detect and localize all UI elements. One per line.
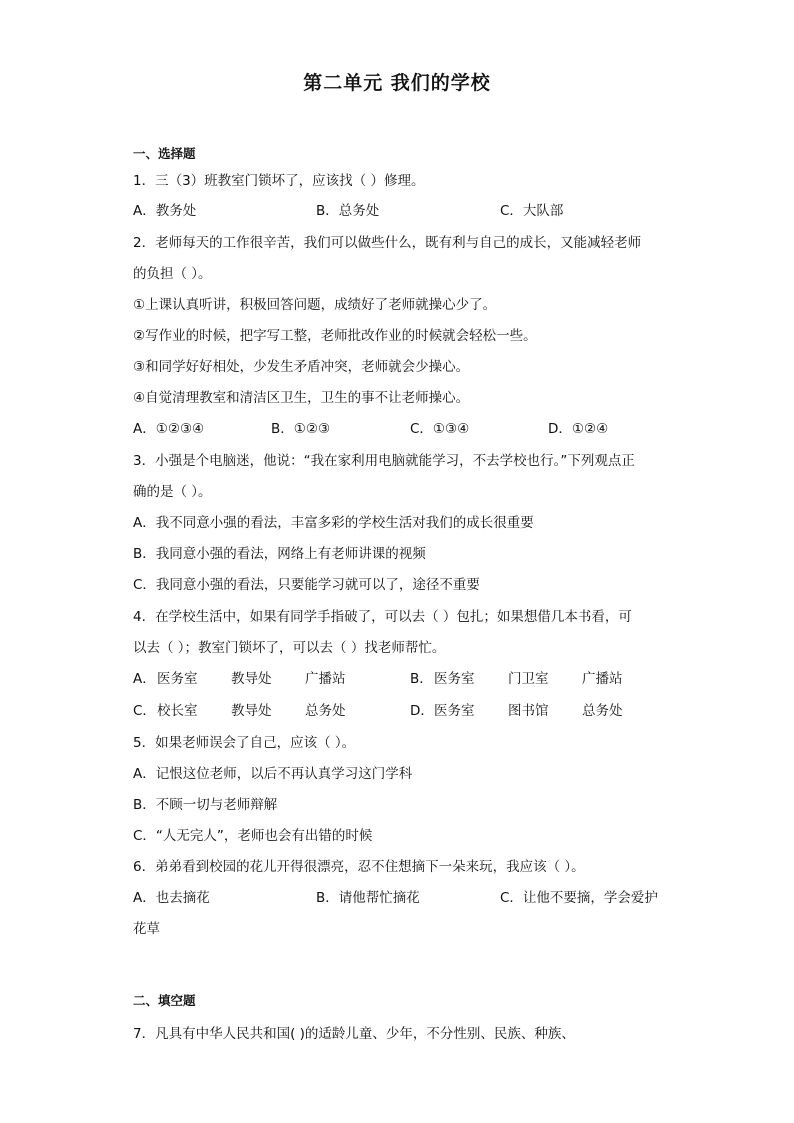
question-3-stem-cont: 确的是（ ）。 <box>133 484 212 500</box>
question-4-option-a-word-3: 广播站 <box>305 671 346 687</box>
question-2-stem-cont: 的负担（ ）。 <box>133 266 212 282</box>
question-4-option-c-letter: C． <box>133 703 156 719</box>
question-4-option-a-letter: A． <box>133 671 156 687</box>
question-6-stem: 6．弟弟看到校园的花儿开得很漂亮，忍不住想摘下一朵来玩，我应该（ ）。 <box>133 859 585 875</box>
question-7-stem: 7．凡具有中华人民共和国( )的适龄儿童、少年，不分性别、民族、种族、 <box>133 1026 575 1042</box>
question-4-option-d-letter: D． <box>410 703 434 719</box>
question-4-option-b-word-2: 门卫室 <box>508 671 549 687</box>
question-2-item-1: ①上课认真听讲，积极回答问题，成绩好了老师就操心少了。 <box>133 297 497 313</box>
question-4-stem-cont: 以去（ ）；教室门锁坏了，可以去（ ）找老师帮忙。 <box>133 640 446 656</box>
question-6-option-b: B．请他帮忙摘花 <box>316 890 420 906</box>
question-3-option-a: A．我不同意小强的看法，丰富多彩的学校生活对我们的成长很重要 <box>133 515 534 531</box>
question-6-option-c: C．让他不要摘，学会爱护 <box>500 890 658 906</box>
question-2-item-2: ②写作业的时候，把字写工整，老师批改作业的时候就会轻松一些。 <box>133 328 537 344</box>
question-1-option-b: B．总务处 <box>316 203 380 219</box>
question-5-option-a: A．记恨这位老师，以后不再认真学习这门学科 <box>133 766 413 782</box>
question-2-stem: 2．老师每天的工作很辛苦，我们可以做些什么，既有利与自己的成长，又能减轻老师 <box>133 235 642 251</box>
question-4-option-d-word-1: 医务室 <box>434 703 475 719</box>
question-4-option-a-word-2: 教导处 <box>231 671 272 687</box>
question-5-stem: 5．如果老师误会了自己，应该（ ）。 <box>133 735 356 751</box>
question-5-option-b: B．不顾一切与老师辩解 <box>133 797 278 813</box>
question-2-option-b: B．①②③ <box>271 421 331 437</box>
question-4-option-d-word-3: 总务处 <box>582 703 623 719</box>
question-2-option-a: A．①②③④ <box>133 421 205 437</box>
question-4-option-c-word-3: 总务处 <box>305 703 346 719</box>
question-3-option-b: B．我同意小强的看法，网络上有老师讲课的视频 <box>133 546 426 562</box>
question-2-item-3: ③和同学好好相处，少发生矛盾冲突，老师就会少操心。 <box>133 359 470 375</box>
question-2-item-4: ④自觉清理教室和清洁区卫生，卫生的事不让老师操心。 <box>133 390 470 406</box>
question-4-option-c-word-2: 教导处 <box>231 703 272 719</box>
question-3-option-c: C．我同意小强的看法，只要能学习就可以了，途径不重要 <box>133 577 480 593</box>
question-4-option-c-word-1: 校长室 <box>157 703 198 719</box>
question-4-stem: 4．在学校生活中，如果有同学手指破了，可以去（ ）包扎；如果想借几本书看，可 <box>133 609 632 625</box>
page-title: 第二单元 我们的学校 <box>303 72 491 94</box>
question-3-stem: 3．小强是个电脑迷，他说：“我在家利用电脑就能学习，不去学校也行。”下列观点正 <box>133 453 635 469</box>
question-2-option-c: C．①③④ <box>410 421 470 437</box>
question-4-option-b-word-3: 广播站 <box>582 671 623 687</box>
question-4-option-a-word-1: 医务室 <box>157 671 198 687</box>
question-2-option-d: D．①②④ <box>548 421 609 437</box>
question-4-option-b-letter: B． <box>410 671 433 687</box>
question-6-option-a: A．也去摘花 <box>133 890 210 906</box>
question-1-option-a: A．教务处 <box>133 203 197 219</box>
question-5-option-c: C．“人无完人”，老师也会有出错的时候 <box>133 828 373 844</box>
question-1-option-c: C．大队部 <box>500 203 564 219</box>
question-4-option-b-word-1: 医务室 <box>434 671 475 687</box>
question-4-option-d-word-2: 图书馆 <box>508 703 549 719</box>
section-heading-choice: 一、选择题 <box>133 146 196 161</box>
question-1-stem: 1．三（3）班教室门锁坏了，应该找（ ）修理。 <box>133 173 425 189</box>
section-heading-fill-blank: 二、填空题 <box>133 993 196 1008</box>
question-6-option-c-cont: 花草 <box>133 921 160 937</box>
